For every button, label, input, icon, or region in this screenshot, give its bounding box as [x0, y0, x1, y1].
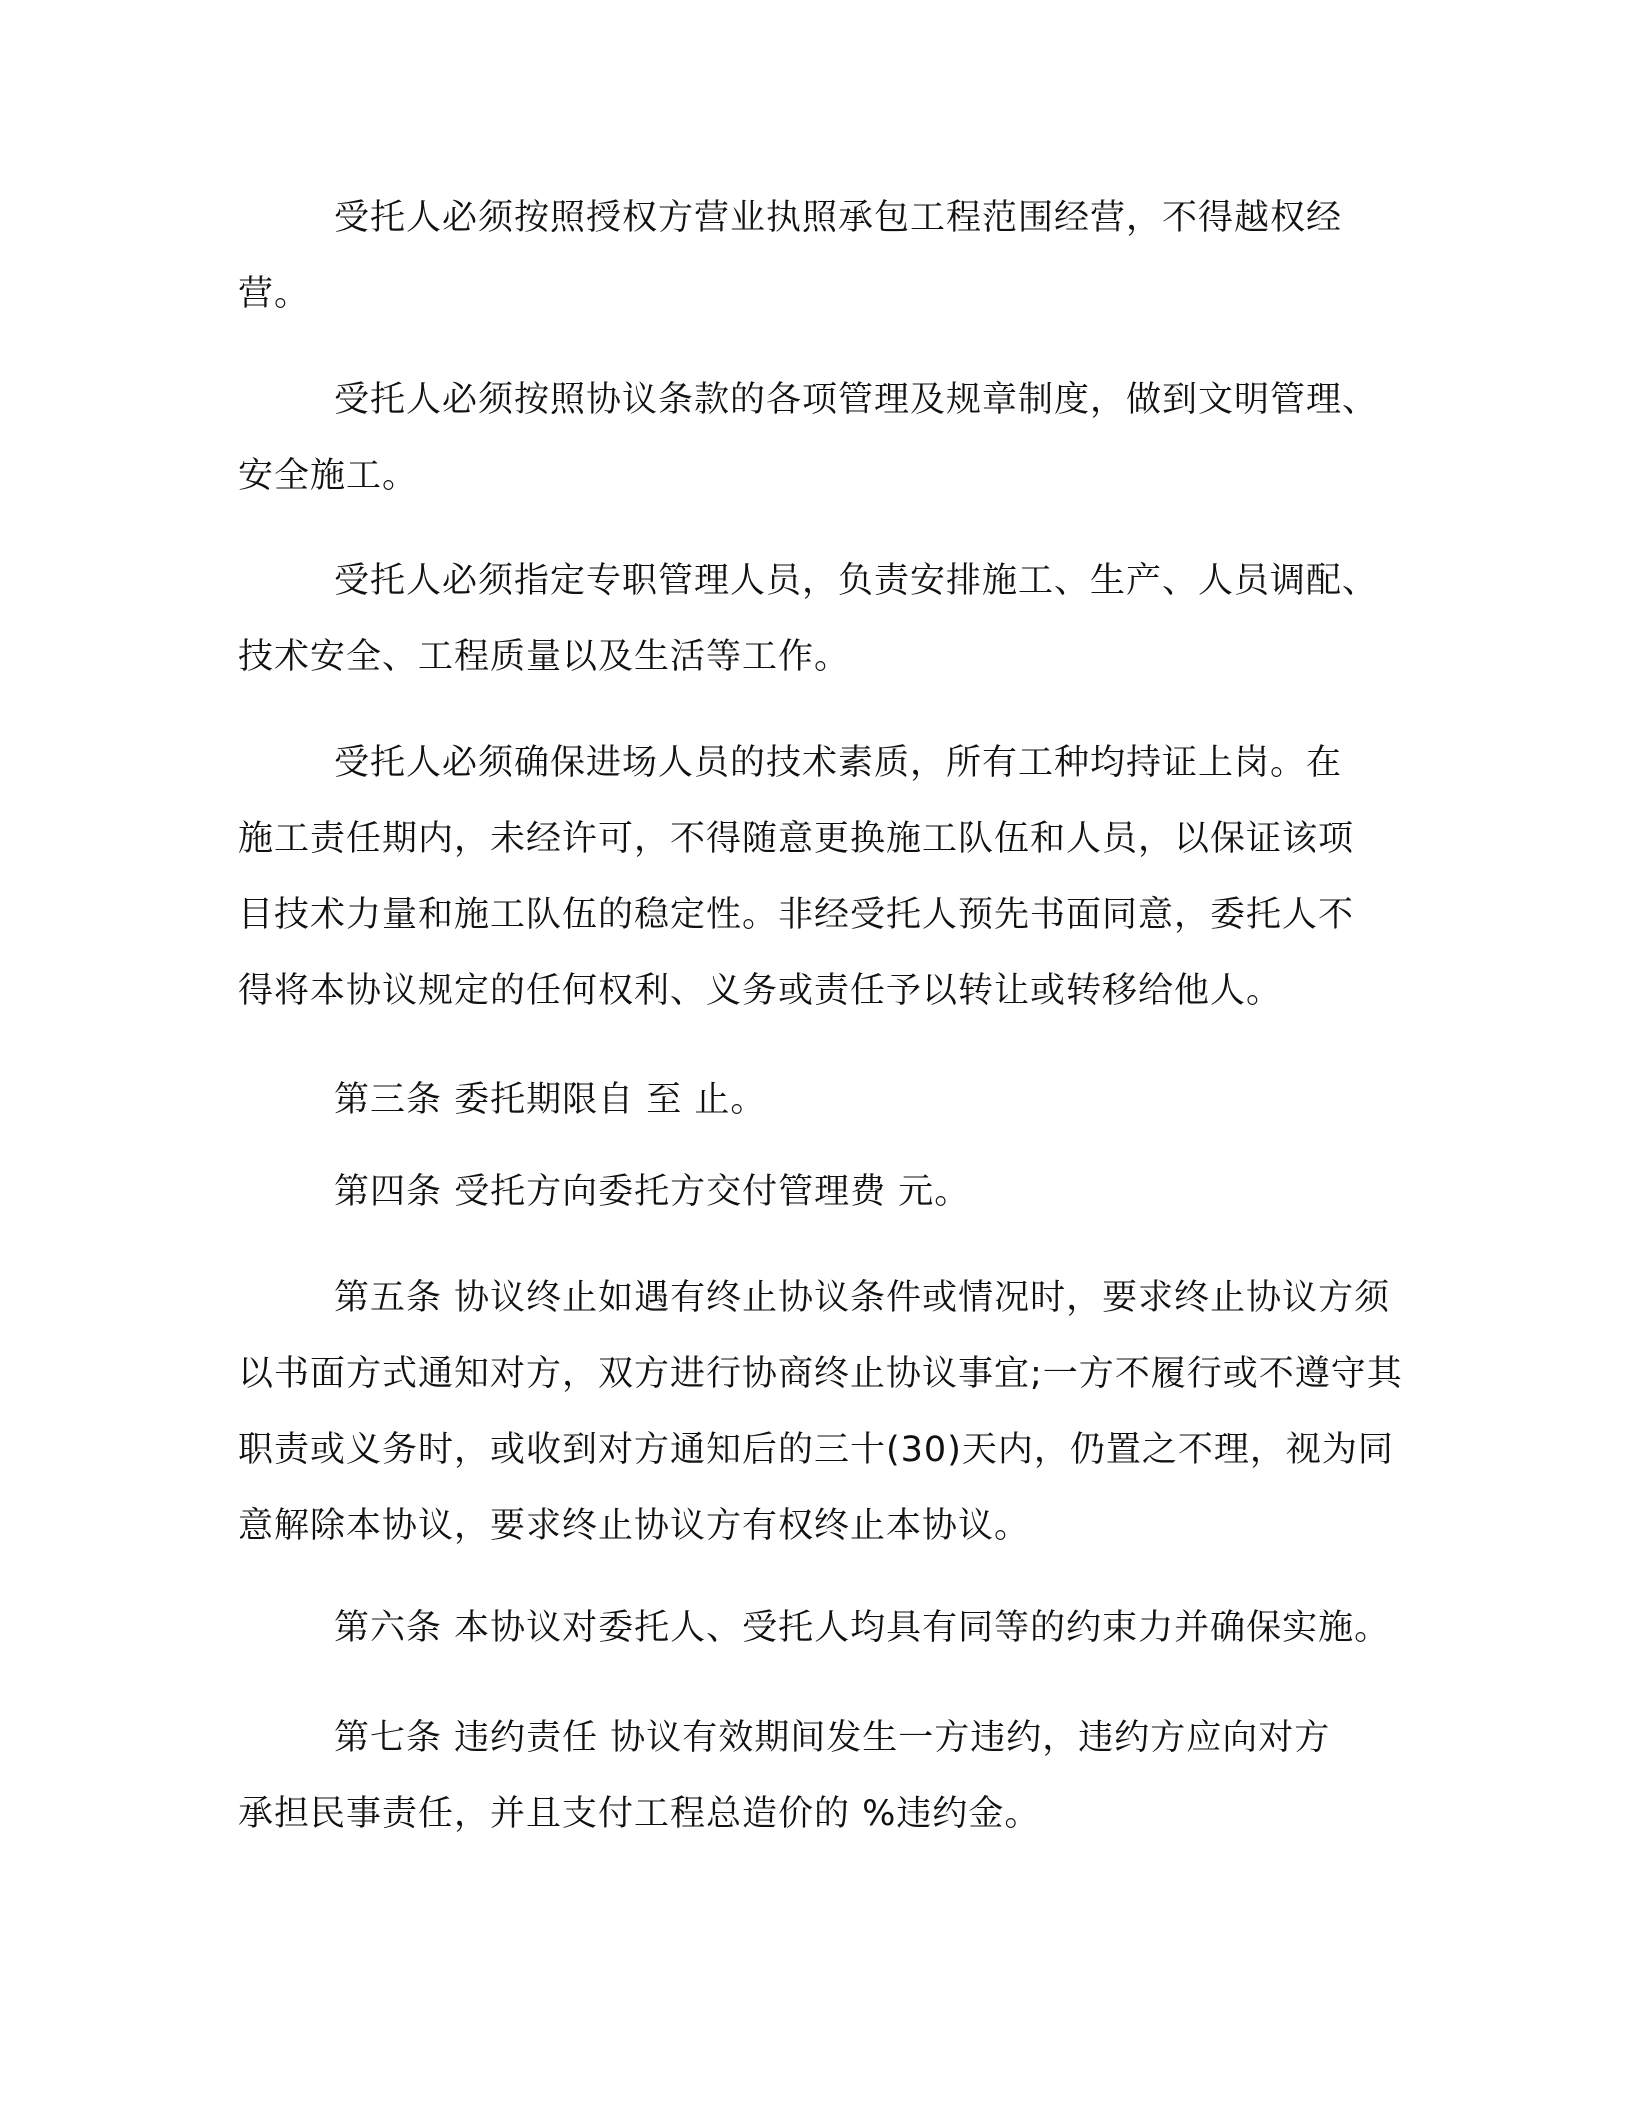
article-7-liability: 第七条 违约责任 协议有效期间发生一方违约，违约方应向对方承担民事责任，并且支付工程总造价的 %违约金。 — [238, 1718, 1331, 1834]
article-6-binding-force: 第六条 本协议对委托人、受托人均具有同等的约束力并确保实施。 — [334, 1608, 1391, 1648]
article-5-termination: 第五条 协议终止如遇有终止协议条件或情况时，要求终止协议方须以书面方式通知对方，双方进行协商终止协议事宜;一方不履行或不遵守其职责或义务时，或收到对方通知后的三十(30)天内，仍置之不理，视为同意解除本协议，要求终止协议方有权终止本协议。 — [238, 1278, 1403, 1546]
paragraph-management-rules: 受托人必须按照协议条款的各项管理及规章制度，做到文明管理、安全施工。 — [238, 380, 1379, 496]
article-3-term: 第三条 委托期限自 至 止。 — [334, 1080, 767, 1120]
paragraph-dedicated-staff: 受托人必须指定专职管理人员，负责安排施工、生产、人员调配、技术安全、工程质量以及生活等工作。 — [238, 561, 1379, 677]
paragraph-personnel-quality: 受托人必须确保进场人员的技术素质，所有工种均持证上岗。在施工责任期内，未经许可，不得随意更换施工队伍和人员，以保证该项目技术力量和施工队伍的稳定性。非经受托人预先书面同意，委托人不得将本协议规定的任何权利、义务或责任予以转让或转移给他人。 — [238, 743, 1355, 1011]
article-4-management-fee: 第四条 受托方向委托方交付管理费 元。 — [334, 1172, 971, 1212]
paragraph-business-scope: 受托人必须按照授权方营业执照承包工程范围经营，不得越权经营。 — [238, 198, 1343, 314]
